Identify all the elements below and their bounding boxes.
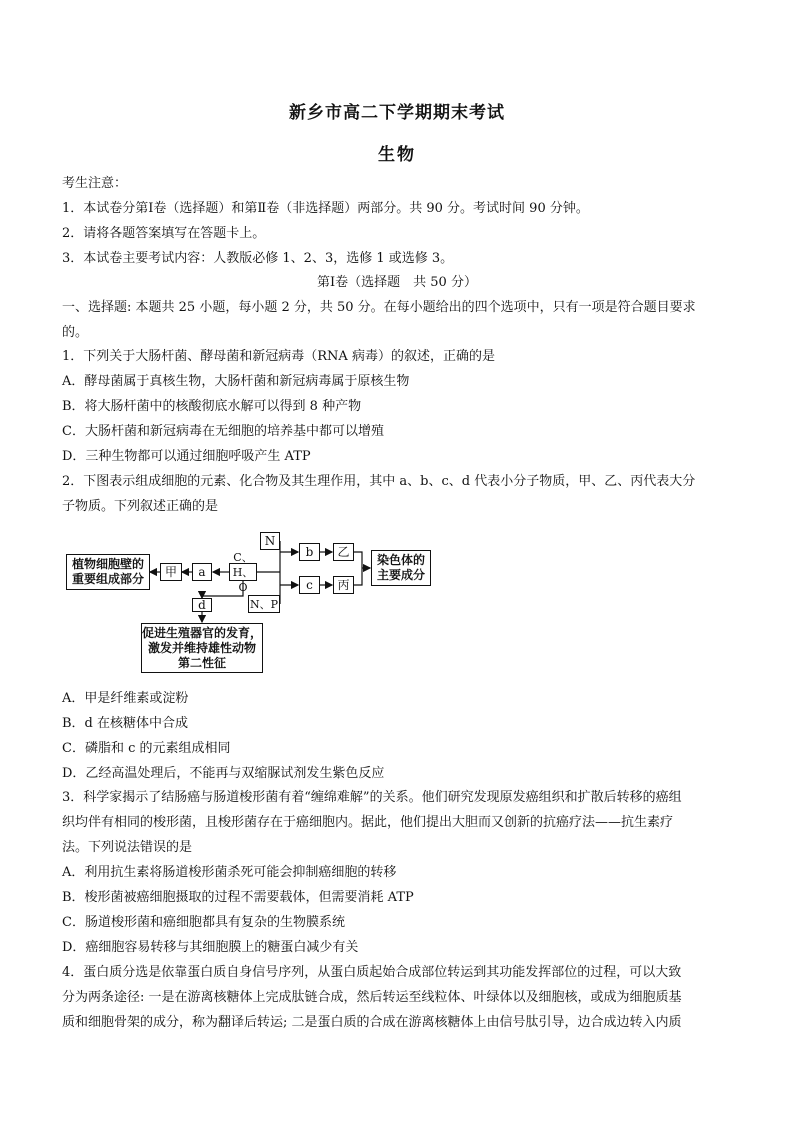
q4-stem-cont-2: 质和细胞骨架的成分，称为翻译后转运; 二是蛋白质的合成在游离核糖体上由信号肽引导，边合成边转入内质	[62, 1015, 682, 1030]
q2-option-c: C．磷脂和 c 的元素组成相同	[62, 741, 231, 756]
q3-stem-cont-2: 法。下列说法错误的是	[62, 840, 193, 855]
plant-box-line1: 植物细胞壁的	[71, 557, 144, 571]
node-c: c	[299, 576, 320, 594]
reproductive-box	[141, 623, 263, 673]
subject-title: 生物	[378, 145, 416, 165]
q1-option-d: D．三种生物都可以通过细胞呼吸产生 ATP	[62, 449, 311, 464]
q4-stem-cont-1: 分为两条途径: 一是在游离核糖体上完成肽链合成，然后转运至线粒体、叶绿体以及细胞核，或成为细胞质基	[62, 990, 682, 1005]
q2-option-d: D．乙经高温处理后，不能再与双缩脲试剂发生紫色反应	[62, 766, 385, 781]
q2-stem: 2．下图表示组成细胞的元素、化合物及其生理作用，其中 a、b、c、d 代表小分子物质，甲、乙、丙代表大分	[62, 474, 696, 489]
q1-option-b: B．将大肠杆菌中的核酸彻底水解可以得到 8 种产物	[62, 399, 362, 414]
notice-heading: 考生注意：	[62, 176, 128, 191]
q1-option-c: C．大肠杆菌和新冠病毒在无细胞的培养基中都可以增殖	[62, 424, 384, 439]
q3-option-a: A．利用抗生素将肠道梭形菌杀死可能会抑制癌细胞的转移	[62, 865, 397, 880]
q3-option-d: D．癌细胞容易转移与其细胞膜上的糖蛋白减少有关	[62, 940, 359, 955]
q2-option-a: A．甲是纤维素或淀粉	[62, 691, 189, 706]
q3-option-b: B．梭形菌被癌细胞摄取的过程不需要载体，但需要消耗 ATP	[62, 890, 414, 905]
q1-option-a: A．酵母菌属于真核生物，大肠杆菌和新冠病毒属于原核生物	[62, 374, 410, 389]
section-instruction-cont: 的。	[62, 325, 89, 340]
q3-stem-cont-1: 织均伴有相同的梭形菌，且梭形菌存在于癌细胞内。据此，他们提出大胆而又创新的抗癌疗法——抗生素疗	[62, 815, 674, 830]
q3-stem: 3．科学家揭示了结肠癌与肠道梭形菌有着“缠绵难解”的关系。他们研究发现原发癌组织和扩散后转移的癌组	[62, 790, 682, 805]
notice-item-1: 1．本试卷分第Ⅰ卷（选择题）和第Ⅱ卷（非选择题）两部分。共 90 分。考试时间 90 分钟。	[62, 201, 589, 216]
plant-box-line2: 重要组成部分	[71, 572, 144, 586]
node-cho: C、H、O	[229, 563, 257, 581]
chromosome-box	[371, 550, 431, 586]
q2-option-b: B．d 在核糖体中合成	[62, 716, 189, 731]
q3-option-c: C．肠道梭形菌和癌细胞都具有复杂的生物膜系统	[62, 915, 345, 930]
node-bing: 丙	[333, 576, 354, 594]
notice-item-2: 2．请将各题答案填写在答题卡上。	[62, 226, 266, 241]
plant-cell-wall-box	[66, 554, 150, 590]
chromo-box-line2: 主要成分	[376, 568, 425, 582]
q4-stem: 4．蛋白质分选是依靠蛋白质自身信号序列，从蛋白质起始合成部位转运到其功能发挥部位的过程，可以大致	[62, 965, 682, 980]
section-title: 第Ⅰ卷（选择题 共 50 分）	[317, 275, 477, 290]
node-jia: 甲	[160, 563, 182, 581]
node-b: b	[299, 543, 320, 561]
notice-item-3: 3．本试卷主要考试内容：人教版必修 1、2、3，选修 1 或选修 3。	[62, 251, 454, 266]
repro-box-line1: 促进生殖器官的发育，	[142, 625, 263, 640]
q1-stem: 1．下列关于大肠杆菌、酵母菌和新冠病毒（RNA 病毒）的叙述，正确的是	[62, 349, 495, 364]
repro-box-line3: 第二性征	[177, 655, 226, 670]
node-d: d	[192, 598, 212, 612]
node-a: a	[192, 563, 212, 581]
node-n: N	[260, 532, 280, 550]
section-instruction: 一、选择题: 本题共 25 小题，每小题 2 分，共 50 分。在每小题给出的四个选项中，只有一项是符合题目要求	[62, 300, 696, 315]
repro-box-line2: 激发并维持雄性动物	[147, 640, 256, 655]
node-np: N、P	[248, 595, 280, 613]
q2-stem-cont: 子物质。下列叙述正确的是	[62, 499, 219, 514]
exam-title: 新乡市高二下学期期末考试	[289, 103, 505, 123]
node-yi: 乙	[333, 543, 354, 561]
chromo-box-line1: 染色体的	[376, 553, 425, 567]
